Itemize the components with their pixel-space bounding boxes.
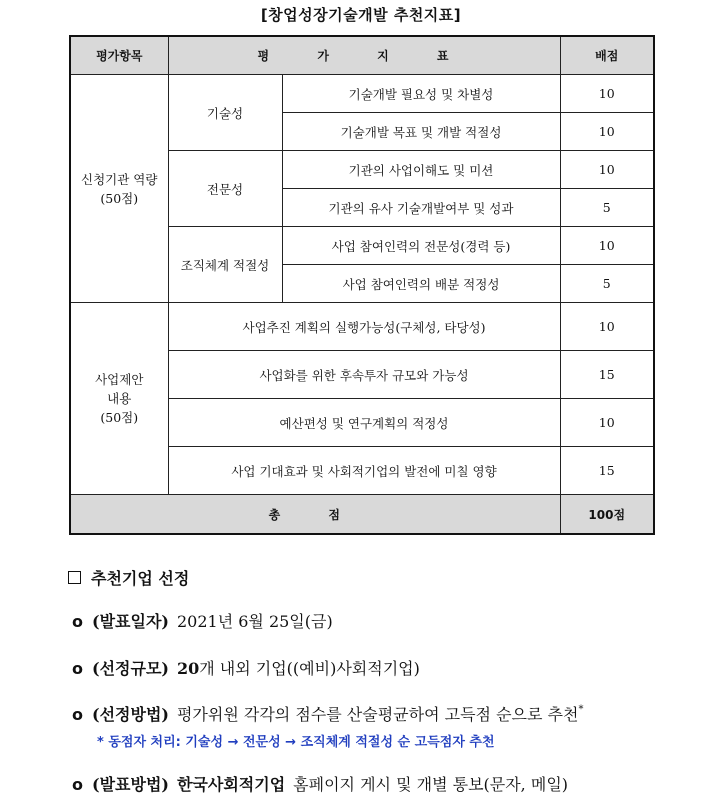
table-row [70,303,654,351]
list-item [72,609,333,632]
item-label: (발표방법) [92,775,169,794]
indicator-text: 사업 참여인력의 전문성(경력 등) [282,227,560,265]
table-header-row [70,36,654,75]
indicator-score: 10 [560,303,654,351]
item-label: (선정방법) [92,705,169,724]
header-indicator: 평 가 지 표 [168,36,560,75]
bullet-icon: o [72,659,83,678]
header-score: 배점 [560,36,654,75]
table-row [70,75,654,113]
sub1-label: 기술성 [168,75,282,151]
indicator-score: 10 [560,227,654,265]
total-label: 총 점 [70,495,560,535]
group1-points: (50점) [100,190,139,206]
group2-points: (50점) [100,410,139,425]
total-score: 100점 [560,495,654,535]
indicator-text: 기술개발 목표 및 개발 적절성 [282,113,560,151]
header-category: 평가항목 [70,36,168,75]
list-item [72,772,568,795]
tie-break-note: * 동점자 처리: 기술성 → 전문성 → 조직체계 적절성 순 고득점자 추천 [97,735,495,750]
indicator-score: 10 [560,151,654,189]
bullet-icon: o [72,775,83,794]
sub2-label: 전문성 [168,151,282,227]
indicator-text: 기관의 사업이해도 및 미션 [282,151,560,189]
list-item [72,702,583,725]
item-text: 개 내외 기업((예비)사회적기업) [199,659,420,678]
indicator-text: 사업 참여인력의 배분 적정성 [282,265,560,303]
indicator-text: 기술개발 필요성 및 차별성 [282,75,560,113]
total-row [70,495,654,535]
group1-label-cell [70,75,168,303]
section-title: 추천기업 선정 [91,569,190,588]
indicator-score: 5 [560,189,654,227]
item-text: 2021년 6월 25일(금) [176,612,333,631]
item-label: (선정규모) [92,659,169,678]
indicator-score: 15 [560,447,654,495]
indicator-score: 10 [560,113,654,151]
indicator-score: 10 [560,75,654,113]
group1-label: 신청기관 역량 [81,171,158,187]
indicator-score: 15 [560,351,654,399]
indicator-text: 사업화를 위한 후속투자 규모와 가능성 [168,351,560,399]
group2-label-line1: 사업제안 [95,372,144,387]
bullet-icon: o [72,705,83,724]
checkbox-square-icon [68,571,81,584]
section-heading [68,566,189,589]
bullet-icon: o [72,612,83,631]
indicator-score: 10 [560,399,654,447]
footnote-mark: * [578,704,584,715]
evaluation-table [69,35,655,535]
item-strong: 한국사회적기업 [176,775,286,794]
item-label: (발표일자) [92,612,169,631]
item-text: 평가위원 각각의 점수를 산술평균하여 고득점 순으로 추천 [176,705,579,724]
indicator-text: 사업 기대효과 및 사회적기업의 발전에 미칠 영향 [168,447,560,495]
item-text: 홈페이지 게시 및 개별 통보(문자, 메일) [293,775,569,794]
indicator-text: 예산편성 및 연구계획의 적정성 [168,399,560,447]
list-item [72,656,420,679]
sub3-label: 조직체계 적절성 [168,227,282,303]
indicator-score: 5 [560,265,654,303]
group2-label-line2: 내용 [107,391,132,406]
indicator-text: 기관의 유사 기술개발여부 및 성과 [282,189,560,227]
indicator-text: 사업추진 계획의 실행가능성(구체성, 타당성) [168,303,560,351]
page-title: [창업성장기술개발 추천지표] [260,6,462,24]
group2-label-cell [70,303,168,495]
item-strong: 20 [176,659,200,678]
